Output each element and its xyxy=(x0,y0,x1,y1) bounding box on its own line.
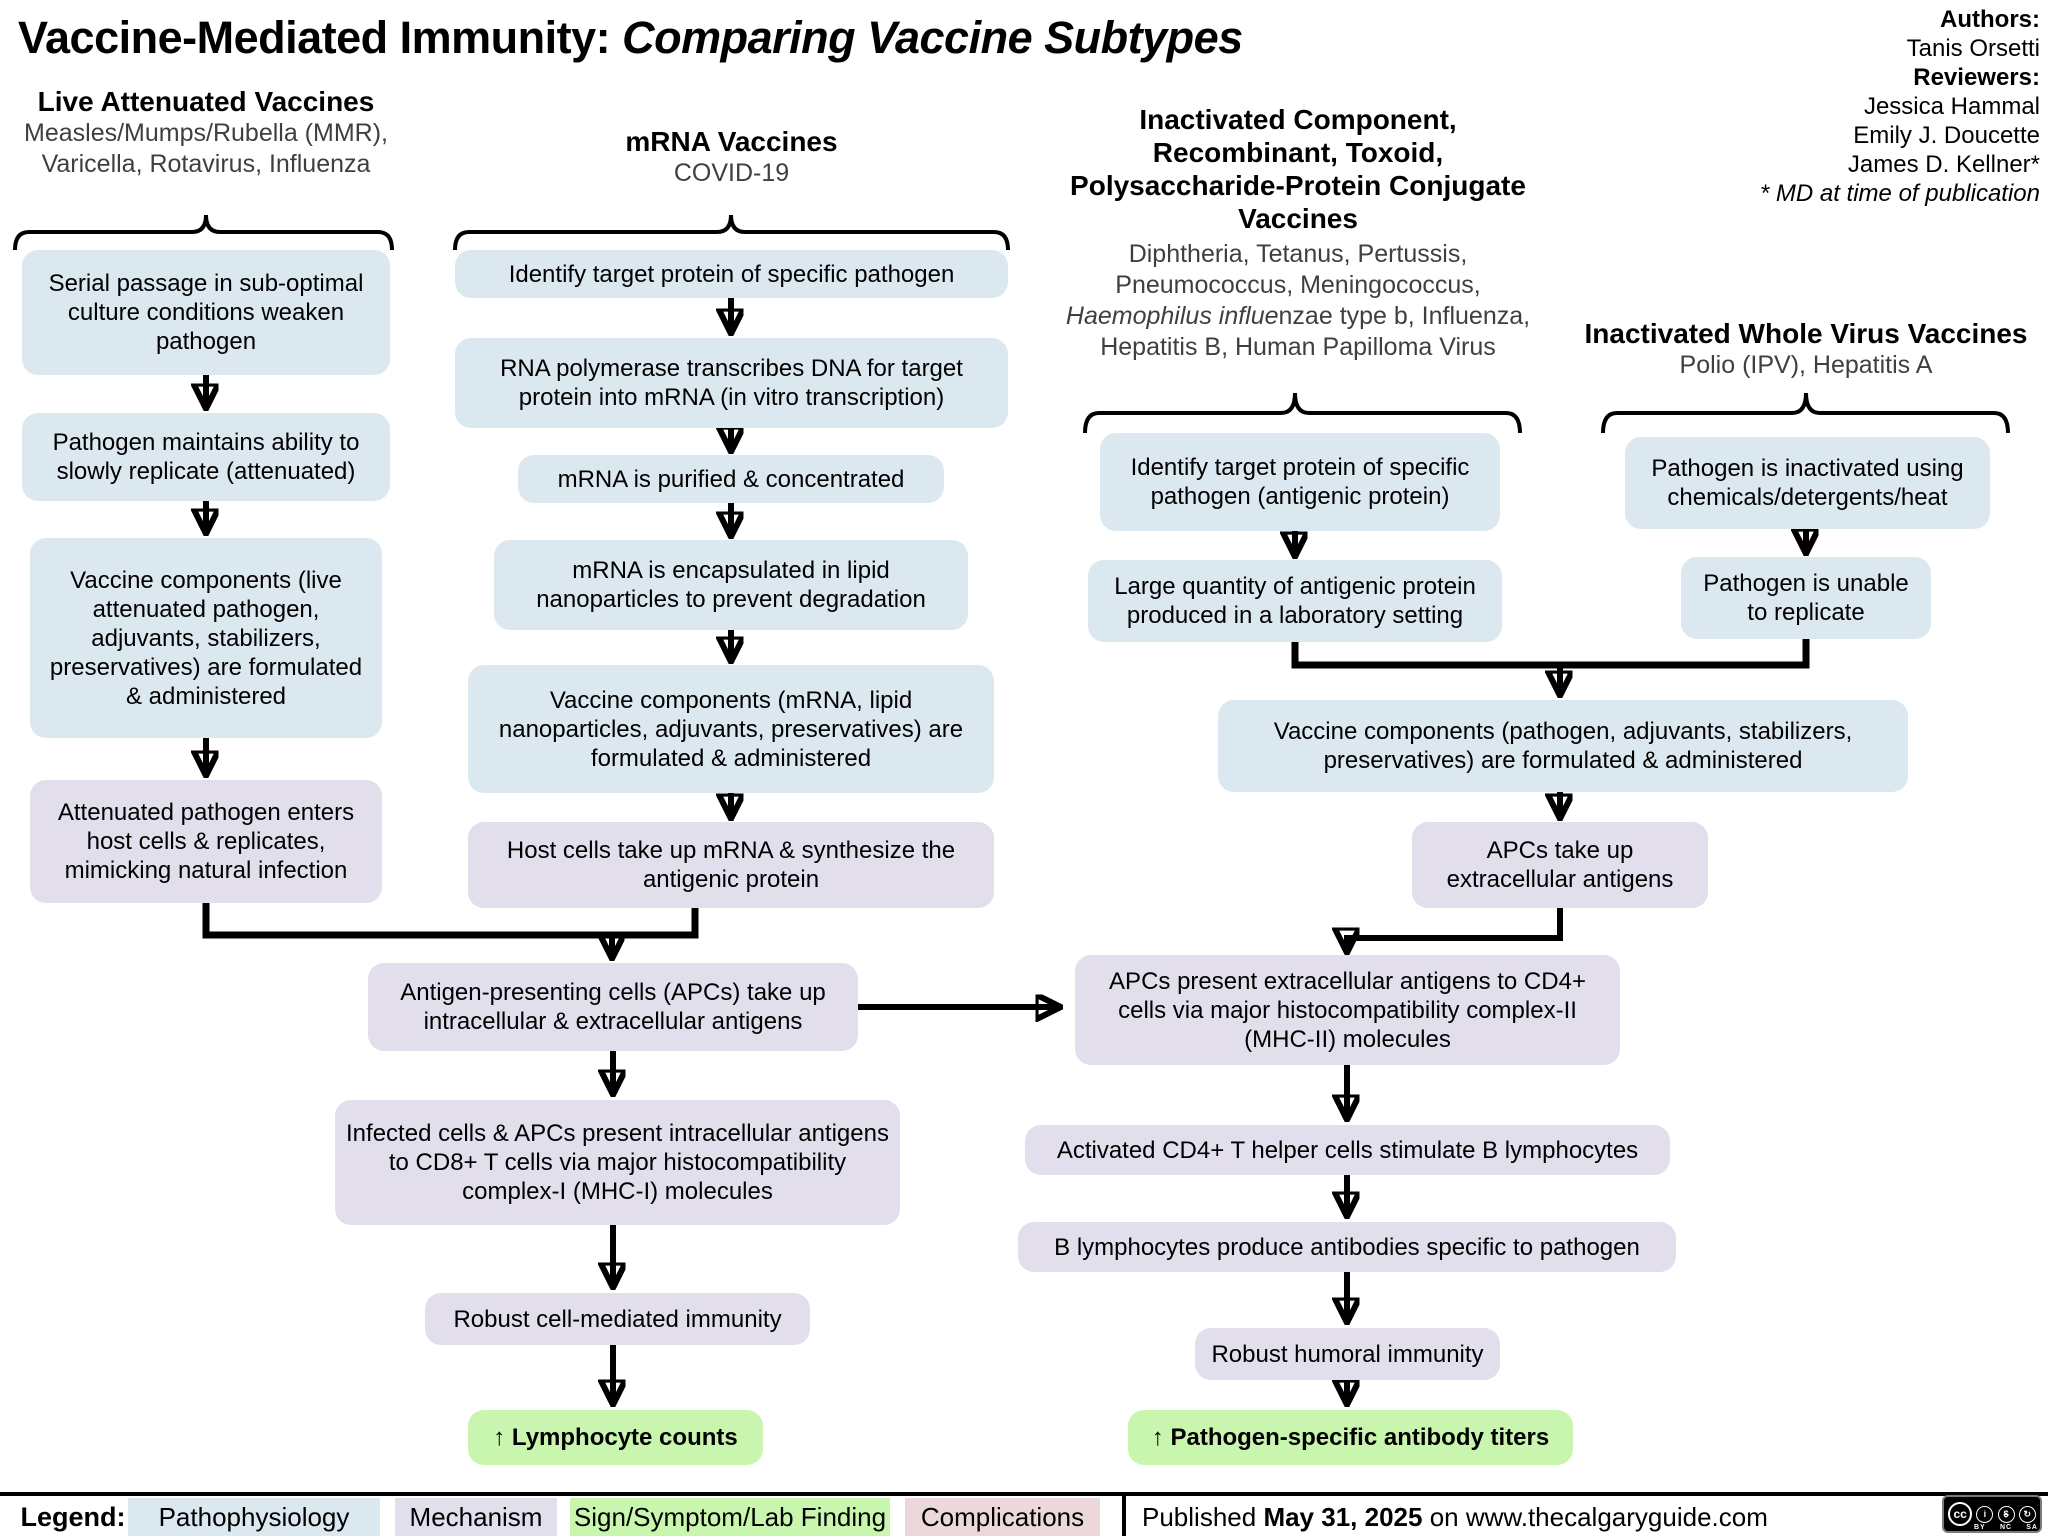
authors-label: Authors: xyxy=(1940,6,2040,33)
column-title: Polysaccharide-Protein Conjugate xyxy=(1070,170,1526,201)
md-note: * MD at time of publication xyxy=(1759,180,2040,207)
legend-item-complications: Complications xyxy=(905,1498,1100,1536)
brace-whole-virus xyxy=(1603,393,2008,433)
cc-nc-icon: $ xyxy=(1998,1506,2015,1523)
box-live-components-administered: Vaccine components (live attenuated pathogen, adjuvants, stabilizers, preservatives) are formulated & administered xyxy=(30,538,382,738)
published-site: on www.thecalgaryguide.com xyxy=(1429,1501,1768,1532)
column-examples: Hepatitis B, Human Papilloma Virus xyxy=(1100,333,1496,361)
legend-divider xyxy=(1122,1496,1126,1536)
published-date: May 31, 2025 xyxy=(1263,1501,1423,1532)
examples-regular-part: nzae type b, Influenza, xyxy=(1278,302,1531,330)
author-name: Tanis Orsetti xyxy=(1906,35,2040,62)
column-examples: Polio (IPV), Hepatitis A xyxy=(1679,351,1933,379)
page-title-main: Vaccine-Mediated Immunity: xyxy=(18,12,623,63)
box-mrna-encapsulated: mRNA is encapsulated in lipid nanoparticles to prevent degradation xyxy=(494,540,968,630)
column-title: Inactivated Component, xyxy=(1139,104,1457,135)
legend-item-mechanism: Mechanism xyxy=(395,1498,557,1536)
header-whole-virus xyxy=(1580,317,2032,381)
box-mrna-purified: mRNA is purified & concentrated xyxy=(518,455,944,503)
box-cell-mediated-immunity: Robust cell-mediated immunity xyxy=(425,1293,810,1345)
column-examples: Pneumococcus, Meningococcus, xyxy=(1115,271,1481,299)
legend-item-finding: Sign/Symptom/Lab Finding xyxy=(570,1498,890,1536)
box-mrna-components-administered: Vaccine components (mRNA, lipid nanoparticles, adjuvants, preservatives) are formulated & administered xyxy=(468,665,994,793)
cc-by-label: BY xyxy=(1974,1524,1986,1531)
box-pathogen-inactivated: Pathogen is inactivated using chemicals/detergents/heat xyxy=(1625,437,1990,529)
box-antibody-titers: ↑ Pathogen-specific antibody titers xyxy=(1128,1410,1573,1465)
cc-letters xyxy=(1974,1524,2038,1531)
column-title: Inactivated Whole Virus Vaccines xyxy=(1584,318,2028,349)
box-apcs-take-up-extracellular: APCs take up extracellular antigens xyxy=(1412,822,1708,908)
header-mrna xyxy=(455,125,1008,189)
box-b-produce-antibodies: B lymphocytes produce antibodies specific to pathogen xyxy=(1018,1222,1676,1272)
box-apcs-take-up-antigens: Antigen-presenting cells (APCs) take up intracellular & extracellular antigens xyxy=(368,963,858,1051)
box-pathogen-components-administered: Vaccine components (pathogen, adjuvants, stabilizers, preservatives) are formulated & administered xyxy=(1218,700,1908,792)
brace-live-attenuated xyxy=(15,215,392,250)
legend-item-pathophysiology: Pathophysiology xyxy=(128,1498,380,1536)
published-prefix: Published xyxy=(1142,1501,1257,1532)
box-humoral-immunity: Robust humoral immunity xyxy=(1195,1328,1500,1380)
brace-inactivated-component xyxy=(1085,393,1520,433)
legend-bar xyxy=(0,1492,2048,1536)
column-title: Live Attenuated Vaccines xyxy=(37,86,375,117)
reviewer-name: Emily J. Doucette xyxy=(1853,122,2040,149)
column-title: Recombinant, Toxoid, xyxy=(1152,137,1444,168)
brace-mrna xyxy=(455,215,1008,250)
box-attenuated-enters-host: Attenuated pathogen enters host cells & replicates, mimicking natural infection xyxy=(30,780,382,903)
cc-sa-icon: ↻ xyxy=(2019,1506,2036,1523)
examples-italic-part: Haemophilus influe xyxy=(1065,302,1279,330)
box-rna-polymerase: RNA polymerase transcribes DNA for target protein into mRNA (in vitro transcription) xyxy=(455,338,1008,428)
cc-license-badge xyxy=(1942,1495,2042,1533)
published-line xyxy=(1142,1498,1768,1536)
box-present-mhc1: Infected cells & APCs present intracellular antigens to CD8+ T cells via major histocompatibility complex-I (MHC-I) molecules xyxy=(335,1100,900,1225)
column-title: Vaccines xyxy=(1238,203,1358,234)
elbow-m2-e2 xyxy=(1347,908,1560,948)
legend-label: Legend: xyxy=(20,1501,126,1532)
header-inactivated-component xyxy=(1058,103,1538,363)
reviewer-name: Jessica Hammal xyxy=(1863,93,2040,120)
box-unable-to-replicate: Pathogen is unable to replicate xyxy=(1681,557,1931,639)
column-examples: Measles/Mumps/Rubella (MMR), xyxy=(24,119,388,147)
elbow-c2-d2-merge xyxy=(1295,639,1806,665)
box-serial-passage: Serial passage in sub-optimal culture conditions weaken pathogen xyxy=(22,250,390,375)
box-cd4-stimulate-b: Activated CD4+ T helper cells stimulate B lymphocytes xyxy=(1025,1125,1670,1175)
reviewer-name: James D. Kellner* xyxy=(1847,151,2040,178)
column-title: mRNA Vaccines xyxy=(625,126,838,157)
reviewers-label: Reviewers: xyxy=(1913,64,2040,91)
box-lymphocyte-counts: ↑ Lymphocyte counts xyxy=(468,1410,763,1465)
box-host-cells-take-up-mrna: Host cells take up mRNA & synthesize the antigenic protein xyxy=(468,822,994,908)
cc-icon: cc xyxy=(1948,1502,1972,1526)
box-identify-target-protein-mrna: Identify target protein of specific pathogen xyxy=(455,250,1008,298)
cc-by-icon: i xyxy=(1976,1506,1993,1523)
box-pathogen-attenuated: Pathogen maintains ability to slowly replicate (attenuated) xyxy=(22,413,390,501)
header-live-attenuated xyxy=(0,85,412,180)
box-apcs-present-mhc2: APCs present extracellular antigens to CD4+ cells via major histocompatibility complex-II (MHC-II) molecules xyxy=(1075,955,1620,1065)
page-title xyxy=(18,12,1243,64)
cc-nc-label: NC xyxy=(1999,1524,2013,1531)
cc-sa-label: SA xyxy=(2026,1524,2038,1531)
box-identify-antigenic-protein: Identify target protein of specific pathogen (antigenic protein) xyxy=(1100,433,1500,531)
page-title-emphasis: Comparing Vaccine Subtypes xyxy=(622,12,1243,63)
column-examples: Diphtheria, Tetanus, Pertussis, xyxy=(1128,240,1468,268)
column-examples: Varicella, Rotavirus, Influenza xyxy=(41,150,371,178)
column-examples xyxy=(1058,301,1538,332)
credits-block xyxy=(1620,5,2040,208)
column-examples: COVID-19 xyxy=(673,159,790,187)
box-large-quantity-antigen: Large quantity of antigenic protein produced in a laboratory setting xyxy=(1088,560,1502,642)
